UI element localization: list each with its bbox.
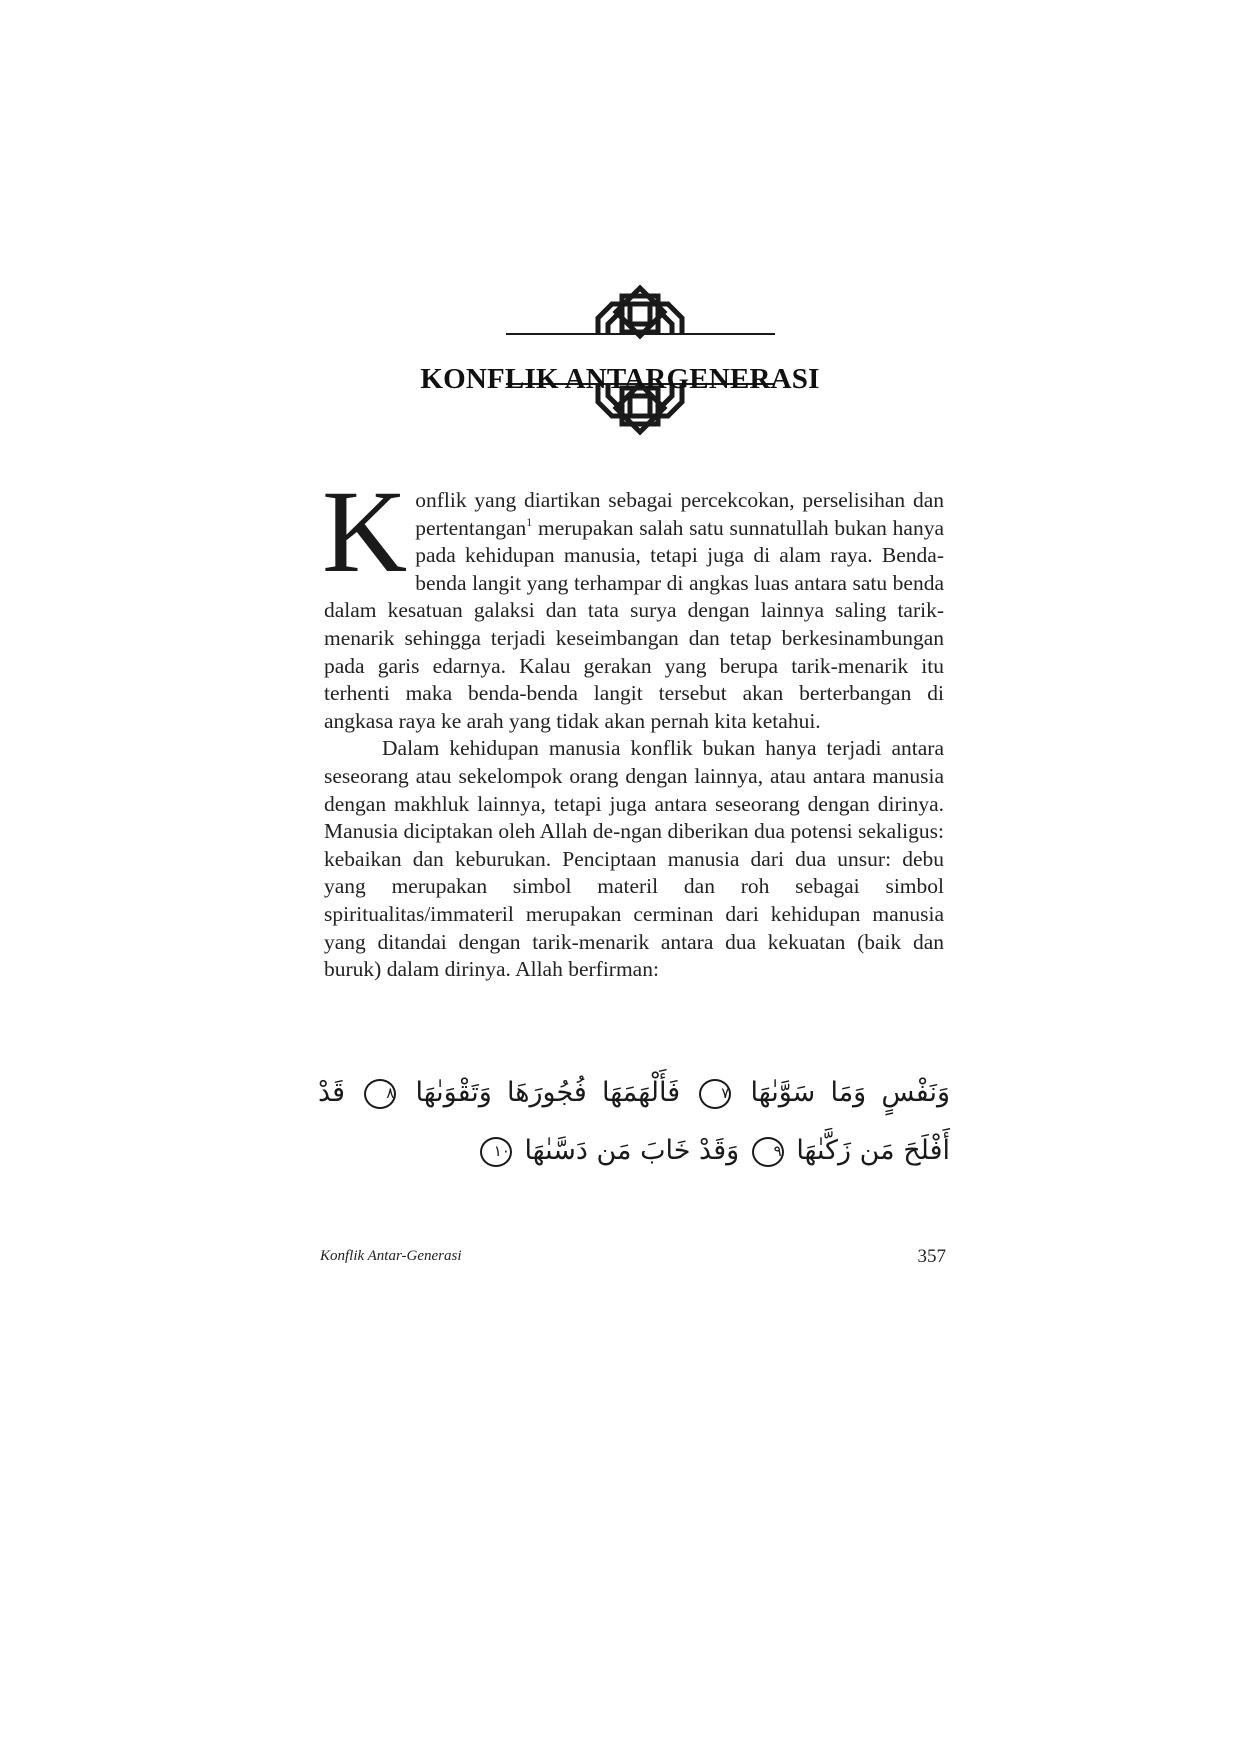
paragraph-2: Dalam kehidupan manusia konflik bukan hanya terjadi antara seseorang atau sekelompok orang dengan lainnya, atau antara manusia dengan makhluk lainnya, tetapi juga antara seseorang dengan dirinya. Manusia diciptakan oleh Allah de-ngan diberikan dua potensi sekaligus: kebaikan dan keburukan. Penciptaan manusia dari dua unsur: debu yang merupakan simbol materil dan roh sebagai simbol spiritualitas/immateril merupakan cerminan dari kehidupan manusia yang ditandai dengan tarik-menarik antara dua kekuatan (baik dan buruk) dalam dirinya. Allah berfirman: bbox=[324, 736, 944, 982]
paragraph-1-rest: merupakan salah satu sunnatullah bukan hanya pada kehidupan manusia, tetapi juga di alam raya. Benda-benda langit yang terhampar di angkas luas antara satu benda dalam kesatuan galaksi dan tata surya dengan lainnya saling tarik-menarik sehingga terjadi keseimbangan dan tetap berkesinambungan pada garis edarnya. Kalau gerakan yang berupa tarik-menarik itu terhenti maka benda-benda langit tersebut akan berterbangan di angkasa raya ke arah yang tidak akan pernah kita ketahui. bbox=[324, 515, 944, 733]
ayah-number-7: ٧ bbox=[699, 1079, 731, 1109]
quran-verse bbox=[318, 1064, 950, 1180]
ornament-knot-top bbox=[598, 288, 682, 336]
page-footer bbox=[320, 1246, 946, 1276]
ayah-number-9: ٩ bbox=[752, 1137, 784, 1167]
footnote-reference[interactable]: 1 bbox=[526, 514, 533, 529]
paragraph-1-lead: onflik yang diartikan sebagai percekcokan, perselisihan dan pertentangan bbox=[415, 488, 944, 540]
paragraph-1 bbox=[322, 466, 944, 735]
ayah-9: قَدْ أَفْلَحَ مَن زَكَّىٰهَا bbox=[318, 1077, 950, 1166]
ayah-7: وَنَفْسٍ وَمَا سَوَّىٰهَا bbox=[750, 1077, 951, 1108]
page-number: 357 bbox=[917, 1246, 946, 1267]
chapter-title: KONFLIK ANTARGENERASI bbox=[420, 363, 820, 396]
body-text bbox=[322, 466, 944, 984]
drop-cap: K bbox=[322, 466, 408, 597]
ayah-8: فَأَلْهَمَهَا فُجُورَهَا وَتَقْوَىٰهَا bbox=[415, 1077, 681, 1108]
ayah-10: وَقَدْ خَابَ مَن دَسَّىٰهَا bbox=[524, 1135, 740, 1166]
ayah-number-8: ٨ bbox=[364, 1079, 396, 1109]
ayah-number-10: ١٠ bbox=[480, 1137, 512, 1167]
running-title: Konflik Antar-Generasi bbox=[320, 1248, 462, 1264]
